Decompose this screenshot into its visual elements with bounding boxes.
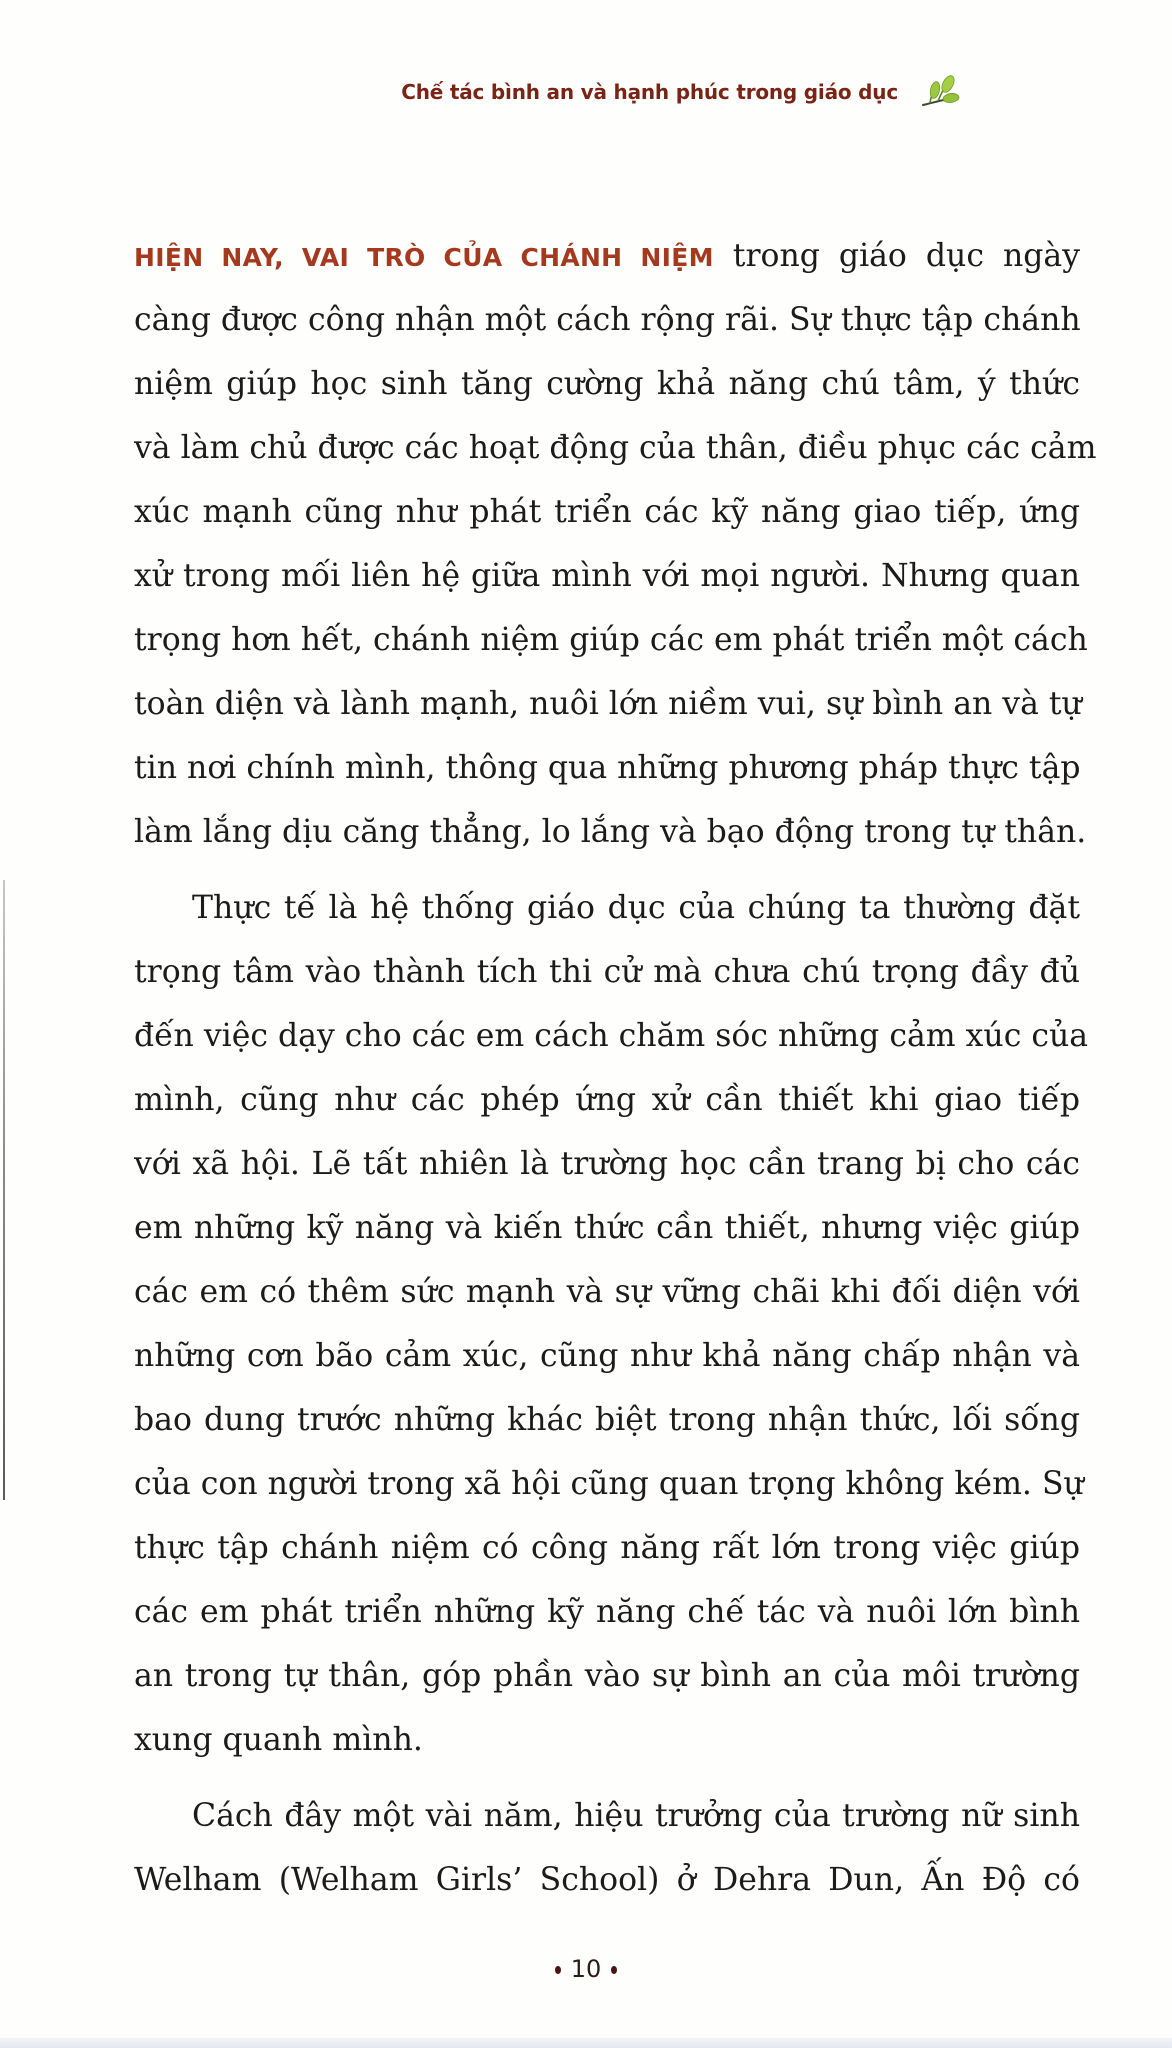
text-line: các em có thêm sức mạnh và sự vững chãi khi đối diện với: [134, 1274, 1080, 1310]
text-line: đến việc dạy cho các em cách chăm sóc những cảm xúc của: [134, 1018, 1089, 1054]
text-line: xúc mạnh cũng như phát triển các kỹ năng giao tiếp, ứng: [134, 494, 1080, 530]
text-line: làm lắng dịu căng thẳng, lo lắng và bạo động trong tự thân.: [134, 814, 1087, 850]
text-line: toàn diện và lành mạnh, nuôi lớn niềm vui, sự bình an và tự: [134, 686, 1082, 722]
running-title: Chế tác bình an và hạnh phúc trong giáo dục: [401, 80, 898, 104]
text-line: Welham (Welham Girls’ School) ở Dehra Dun, Ấn Độ có: [134, 1862, 1080, 1898]
running-header: [320, 72, 960, 112]
text-line: với xã hội. Lẽ tất nhiên là trường học cần trang bị cho các: [134, 1146, 1080, 1182]
text-line: của con người trong xã hội cũng quan trọng không kém. Sự: [134, 1466, 1084, 1502]
bullet-dot: [555, 1966, 561, 1974]
text-line: Thực tế là hệ thống giáo dục của chúng ta thường đặt: [192, 890, 1080, 926]
text-line: và làm chủ được các hoạt động của thân, điều phục các cảm: [134, 430, 1097, 466]
page-number: 10: [0, 1955, 1172, 1983]
text-line: niệm giúp học sinh tăng cường khả năng chú tâm, ý thức: [134, 366, 1080, 402]
text-line: xung quanh mình.: [134, 1722, 423, 1758]
text-line: xử trong mối liên hệ giữa mình với mọi người. Nhưng quan: [134, 558, 1080, 594]
scan-bottom-edge: [0, 2038, 1172, 2048]
text-line: mình, cũng như các phép ứng xử cần thiết khi giao tiếp: [134, 1082, 1080, 1118]
leaf-sprig-icon: [920, 74, 960, 110]
text-line: em những kỹ năng và kiến thức cần thiết, nhưng việc giúp: [134, 1210, 1080, 1246]
text-line: những cơn bão cảm xúc, cũng như khả năng chấp nhận và: [134, 1338, 1080, 1374]
text-line: các em phát triển những kỹ năng chế tác và nuôi lớn bình: [134, 1594, 1080, 1630]
bullet-dot: [611, 1966, 617, 1974]
text-line: an trong tự thân, góp phần vào sự bình an của môi trường: [134, 1658, 1080, 1694]
scan-edge-line: [3, 880, 5, 1500]
text-line: HIỆN NAY, VAI TRÒ CỦA CHÁNH NIỆM trong giáo dục ngày: [134, 238, 1081, 274]
text-line: bao dung trước những khác biệt trong nhận thức, lối sống: [134, 1402, 1080, 1438]
text-line: càng được công nhận một cách rộng rãi. Sự thực tập chánh: [134, 302, 1081, 338]
text-line: Cách đây một vài năm, hiệu trưởng của trường nữ sinh: [192, 1798, 1080, 1834]
text-line: trọng tâm vào thành tích thi cử mà chưa chú trọng đầy đủ: [134, 954, 1080, 990]
text-line: tin nơi chính mình, thông qua những phương pháp thực tập: [134, 750, 1081, 786]
text-line: thực tập chánh niệm có công năng rất lớn trong việc giúp: [134, 1530, 1080, 1566]
lead-in-heading: HIỆN NAY, VAI TRÒ CỦA CHÁNH NIỆM: [134, 243, 714, 272]
text-line: trọng hơn hết, chánh niệm giúp các em phát triển một cách: [134, 622, 1088, 658]
